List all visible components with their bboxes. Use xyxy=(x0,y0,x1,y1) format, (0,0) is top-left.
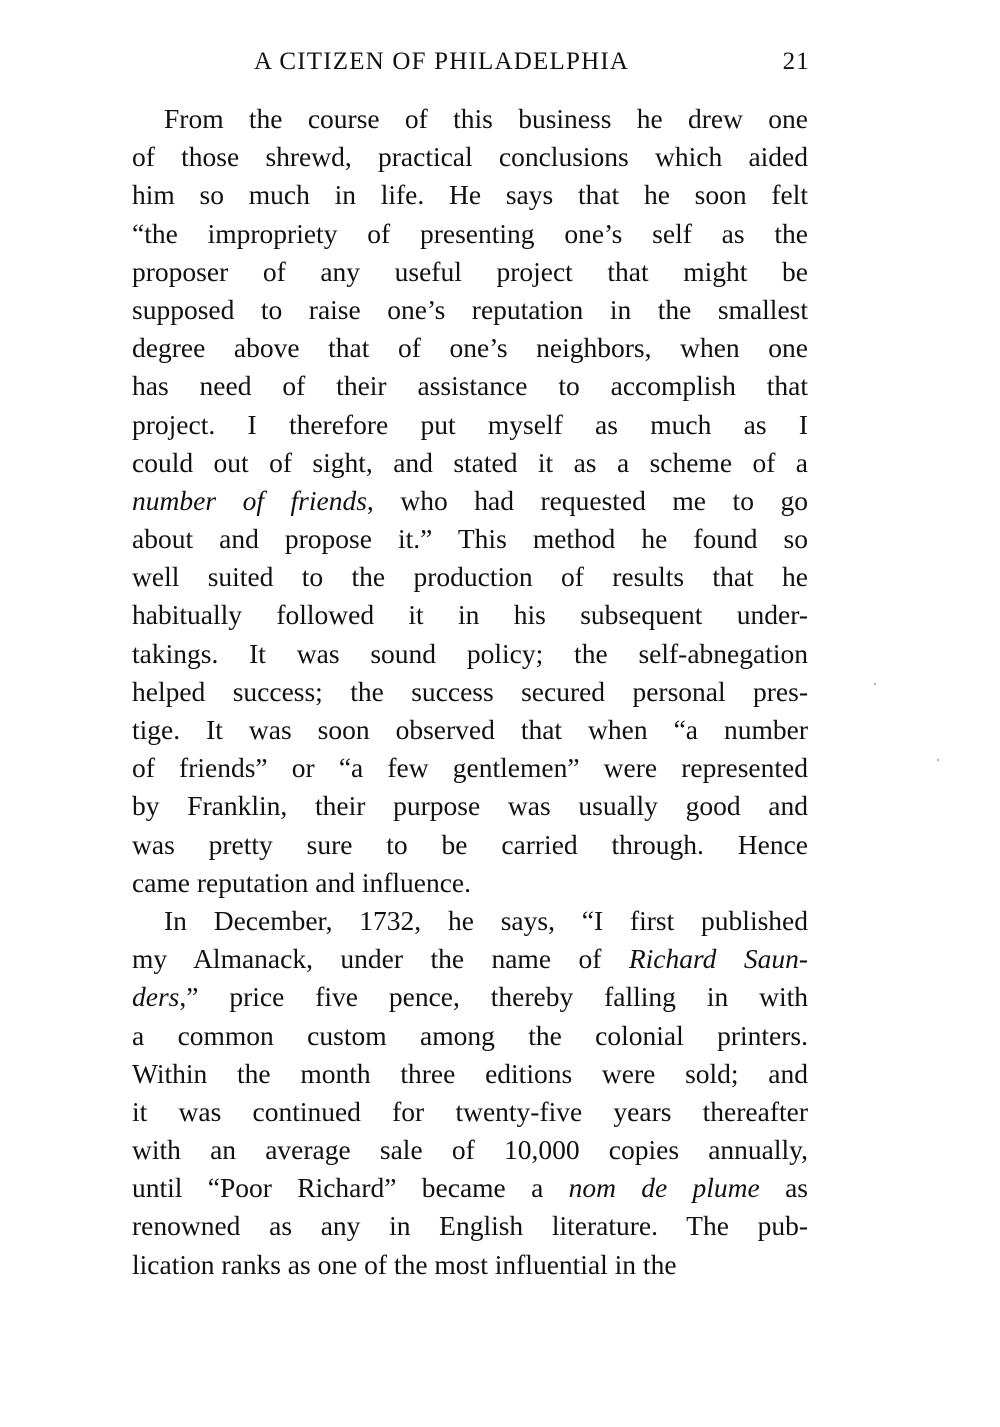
text-run: by Franklin, their purpose was usually good and xyxy=(132,790,808,822)
text-run: ,” price five pence, thereby falling in with xyxy=(179,981,808,1013)
text-run: of friends” or “a few gentlemen” were represented xyxy=(132,752,808,784)
text-run: until “Poor Richard” became a xyxy=(132,1172,569,1204)
text-run: takings. It was sound policy; the self-abnegation xyxy=(132,637,808,669)
text-line xyxy=(132,940,808,978)
text-line xyxy=(132,1017,808,1055)
text-line xyxy=(132,215,808,253)
text-run: “the impropriety of presenting one’s self as the xyxy=(132,217,808,249)
text-line xyxy=(132,864,808,902)
text-run: helped success; the success secured personal pres- xyxy=(132,675,808,707)
text-line xyxy=(132,978,808,1016)
paragraph xyxy=(132,902,808,1284)
text-run: about and propose it.” This method he found so xyxy=(132,523,808,555)
text-run: tige. It was soon observed that when “a number xyxy=(132,714,808,745)
text-run: project. I therefore put myself as much as I xyxy=(132,408,808,440)
text-line xyxy=(132,1246,808,1284)
text-run: well suited to the production of results that he xyxy=(132,561,808,593)
text-run: , who had requested me to go xyxy=(366,484,808,516)
text-line xyxy=(132,1169,808,1207)
text-line xyxy=(132,367,808,405)
text-line xyxy=(132,138,808,176)
running-title: A CITIZEN OF PHILADELPHIA xyxy=(254,48,630,75)
running-head xyxy=(130,42,810,82)
text-line xyxy=(132,406,808,444)
text-line xyxy=(132,596,808,634)
italic-text-run: Richard Saun- xyxy=(628,943,809,975)
text-line xyxy=(132,444,808,482)
italic-text-run: ders xyxy=(132,981,180,1013)
text-run: lication ranks as one of the most influential in the xyxy=(132,1248,677,1280)
text-run: has need of their assistance to accomplish that xyxy=(132,370,808,402)
text-line xyxy=(132,1131,808,1169)
text-line xyxy=(132,1207,808,1245)
text-run: habitually followed it in his subsequent under- xyxy=(132,599,808,631)
scan-speck xyxy=(874,683,876,685)
text-line xyxy=(132,520,808,558)
text-line xyxy=(132,1055,808,1093)
text-line xyxy=(132,826,808,864)
text-run: with an average sale of 10,000 copies annually, xyxy=(132,1134,808,1166)
italic-text-run: nom de plume xyxy=(568,1172,760,1204)
text-run: my Almanack, under the name of xyxy=(132,943,629,975)
text-run: it was continued for twenty-five years thereafter xyxy=(132,1095,808,1127)
text-line xyxy=(132,558,808,596)
text-run: as xyxy=(759,1172,808,1204)
text-line xyxy=(132,482,808,520)
scan-speck xyxy=(937,759,939,761)
text-line xyxy=(132,902,808,940)
italic-text-run: number of friends xyxy=(132,484,367,516)
text-run: degree above that of one’s neighbors, when one xyxy=(132,332,808,364)
text-line xyxy=(132,329,808,367)
paragraph xyxy=(132,100,808,902)
text-run: Within the month three editions were sold; and xyxy=(132,1057,808,1089)
text-run: In December, 1732, he says, “I first published xyxy=(164,904,808,936)
text-run: was pretty sure to be carried through. Hence xyxy=(132,828,808,860)
text-line xyxy=(132,749,808,787)
text-run: renowned as any in English literature. The pub- xyxy=(132,1210,808,1242)
text-run: came reputation and influence. xyxy=(132,866,472,898)
text-line xyxy=(132,787,808,825)
text-run: of those shrewd, practical conclusions which aided xyxy=(132,141,808,173)
text-line xyxy=(132,635,808,673)
text-line xyxy=(132,1093,808,1131)
text-line xyxy=(132,711,808,749)
text-run: proposer of any useful project that might be xyxy=(132,255,808,287)
text-run: him so much in life. He says that he soon felt xyxy=(132,179,808,211)
text-line xyxy=(132,100,808,138)
text-line xyxy=(132,253,808,291)
page-number: 21 xyxy=(782,48,810,75)
text-line xyxy=(132,176,808,214)
text-line xyxy=(132,291,808,329)
body-text xyxy=(132,100,808,1284)
text-line xyxy=(132,673,808,711)
text-run: a common custom among the colonial printers. xyxy=(132,1019,808,1051)
text-run: From the course of this business he drew one xyxy=(164,103,808,134)
text-run: could out of sight, and stated it as a scheme of a xyxy=(132,446,808,478)
text-run: supposed to raise one’s reputation in the smallest xyxy=(132,293,808,325)
